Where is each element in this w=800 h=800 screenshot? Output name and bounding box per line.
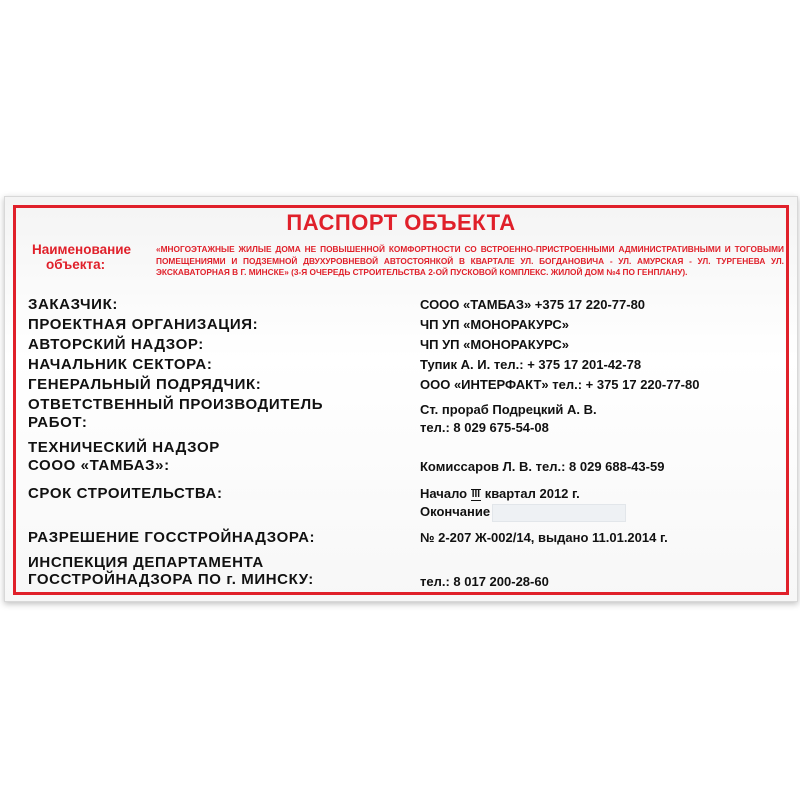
inspection-value: тел.: 8 017 200-28-60: [420, 574, 549, 589]
inspection-label-line1: ИНСПЕКЦИЯ ДЕПАРТАМЕНТА: [28, 554, 264, 571]
producer-label-line2: РАБОТ:: [28, 414, 88, 431]
object-name-label-line2: объекта:: [46, 257, 106, 272]
term-label: СРОК СТРОИТЕЛЬСТВА:: [28, 485, 223, 502]
tech-label-line1: ТЕХНИЧЕСКИЙ НАДЗОР: [28, 439, 220, 456]
term-start: [420, 485, 580, 503]
design-label: ПРОЕКТНАЯ ОРГАНИЗАЦИЯ:: [28, 316, 259, 333]
customer-value: СООО «ТАМБАЗ» +375 17 220-77-80: [420, 297, 646, 312]
permit-value: № 2-207 Ж-002/14, выдано 11.01.2014 г.: [420, 530, 668, 545]
page-title: ПАСПОРТ ОБЪЕКТА: [286, 210, 516, 235]
author-value: ЧП УП «МОНОРАКУРС»: [420, 337, 570, 352]
term-start-prefix: Начало: [420, 486, 468, 501]
design-value: ЧП УП «МОНОРАКУРС»: [420, 317, 570, 332]
term-end-blank: [492, 504, 626, 522]
producer-value-line1: Ст. прораб Подрецкий А. В.: [420, 402, 597, 417]
object-name-label-line1: Наименование: [32, 242, 132, 257]
tech-value: Комиссаров Л. В. тел.: 8 029 688-43-59: [420, 459, 665, 474]
producer-value-line2: тел.: 8 029 675-54-08: [420, 420, 549, 435]
term-end-label: Окончание: [420, 504, 491, 519]
producer-label-line1: ОТВЕТСТВЕННЫЙ ПРОИЗВОДИТЕЛЬ: [28, 396, 324, 413]
term-quarter: III: [471, 489, 481, 500]
head-value: Тупик А. И. тел.: + 375 17 201-42-78: [420, 357, 642, 372]
object-name-label: [32, 242, 156, 272]
passport-board: [4, 196, 798, 602]
red-frame: [13, 205, 789, 595]
author-label: АВТОРСКИЙ НАДЗОР:: [28, 336, 204, 353]
permit-label: РАЗРЕШЕНИЕ ГОССТРОЙНАДЗОРА:: [28, 529, 316, 546]
customer-label: ЗАКАЗЧИК:: [28, 296, 118, 313]
term-end: [420, 503, 626, 522]
inspection-label-line2: ГОССТРОЙНАДЗОРА ПО г. МИНСКУ:: [28, 571, 314, 588]
contractor-value: ООО «ИНТЕРФАКТ» тел.: + 375 17 220-77-80: [420, 377, 700, 392]
object-name-text: «МНОГОЭТАЖНЫЕ ЖИЛЫЕ ДОМА НЕ ПОВЫШЕННОЙ КОМФОРТНОСТИ СО ВСТРОЕННО-ПРИСТРОЕННЫМИ АДМИНИСТРАТИВНЫМИ И ТОГОВЫМИ ПОМЕЩЕНИЯМИ И ПОДЗЕМНОЙ ДВУХУРОВНЕВОЙ АВТОСТОЯНКОЙ В КВАРТАЛЕ УЛ. БОГДАНОВИЧА - УЛ. АМУРСКАЯ - УЛ. ТУРГЕНЕВА УЛ. ЭКСКАВАТОРНАЯ В Г. МИНСКЕ» (3-Я ОЧЕРЕДЬ СТРОИТЕЛЬСТВА 2-ОЙ ПУСКОВОЙ КОМПЛЕКС. ЖИЛОЙ ДОМ №4 ПО ГЕНПЛАНУ).: [156, 244, 784, 277]
head-label: НАЧАЛЬНИК СЕКТОРА:: [28, 356, 213, 373]
term-start-suffix: квартал 2012 г.: [484, 486, 580, 501]
contractor-label: ГЕНЕРАЛЬНЫЙ ПОДРЯДЧИК:: [28, 376, 262, 393]
tech-label-line2: СООО «ТАМБАЗ»:: [28, 457, 170, 474]
